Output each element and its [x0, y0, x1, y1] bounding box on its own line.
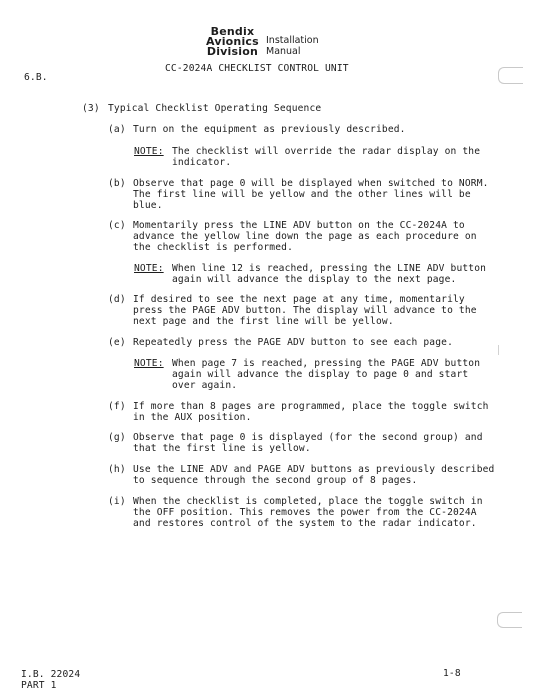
item-line: in the AUX position. [133, 412, 252, 423]
item-label: (h) [108, 464, 126, 475]
logo-line-3: Division [206, 45, 259, 58]
page-number: 1-8 [443, 668, 461, 679]
logo-line-1: Bendix [210, 25, 255, 38]
item-text [133, 124, 406, 135]
note-label: NOTE: [134, 146, 164, 157]
item-line: Observe that page 0 is displayed (for the second group) and [133, 432, 483, 443]
note-line: over again. [172, 380, 238, 391]
note-text [172, 146, 480, 168]
item-label: (g) [108, 432, 126, 443]
binder-hole-mark-bottom [497, 612, 522, 628]
manual-type-line-2: Manual [266, 46, 301, 57]
item-line: blue. [133, 200, 163, 211]
binder-hole-mark-top [498, 67, 523, 84]
note-line: When page 7 is reached, pressing the PAGE ADV button [172, 358, 481, 369]
item-line: The first line will be yellow and the other lines will be [133, 189, 471, 200]
item-line: If desired to see the next page at any time, momentarily [133, 294, 465, 305]
note-line: indicator. [172, 157, 232, 168]
item-line: Use the LINE ADV and PAGE ADV buttons as previously described [133, 464, 495, 475]
heading-number: (3) [82, 103, 100, 114]
note-line: again will advance the display to page 0 and start [172, 369, 469, 380]
note-label: NOTE: [134, 358, 164, 369]
item-line: If more than 8 pages are programmed, place the toggle switch [133, 401, 489, 412]
item-label: (c) [108, 220, 126, 231]
item-text [133, 496, 483, 529]
item-label: (a) [108, 124, 126, 135]
item-label: (i) [108, 496, 126, 507]
note-line: again will advance the display to the next page. [172, 274, 457, 285]
item-label: (d) [108, 294, 126, 305]
page-title: CC-2024A CHECKLIST CONTROL UNIT [165, 63, 349, 74]
item-text [133, 178, 489, 211]
item-text [133, 294, 477, 327]
item-line: and restores control of the system to the radar indicator. [133, 518, 477, 529]
company-logo [206, 27, 259, 57]
note-label: NOTE: [134, 263, 164, 274]
note-line: The checklist will override the radar display on the [172, 146, 481, 157]
section-heading: Typical Checklist Operating Sequence [108, 103, 322, 114]
item-line: Momentarily press the LINE ADV button on the CC-2024A to [133, 220, 465, 231]
item-line: When the checklist is completed, place the toggle switch in [133, 496, 483, 507]
item-line: press the PAGE ADV button. The display will advance to the [133, 305, 477, 316]
manual-type [266, 35, 319, 57]
item-line: that the first line is yellow. [133, 443, 311, 454]
item-line: advance the yellow line down the page as each procedure on [133, 231, 477, 242]
item-text [133, 337, 453, 348]
doc-part: PART 1 [21, 680, 57, 691]
item-line: Turn on the equipment as previously described. [133, 124, 406, 135]
section-number: 6.B. [24, 72, 48, 83]
item-label: (b) [108, 178, 126, 189]
item-line: Repeatedly press the PAGE ADV button to see each page. [133, 337, 453, 348]
doc-id: I.B. 22024 [21, 669, 81, 680]
note-text [172, 263, 486, 285]
note-text [172, 358, 480, 391]
logo-line-2: Avionics [206, 35, 259, 48]
item-label: (e) [108, 337, 126, 348]
margin-tick [498, 345, 499, 355]
item-text [133, 464, 494, 486]
item-line: Observe that page 0 will be displayed when switched to NORM. [133, 178, 489, 189]
item-line: the checklist is performed. [133, 242, 293, 253]
item-text [133, 401, 489, 423]
item-line: the OFF position. This removes the power from the CC-2024A [133, 507, 477, 518]
item-line: to sequence through the second group of 8 pages. [133, 475, 418, 486]
manual-type-line-1: Installation [266, 35, 319, 46]
item-label: (f) [108, 401, 126, 412]
item-line: next page and the first line will be yellow. [133, 316, 394, 327]
item-text [133, 432, 483, 454]
item-text [133, 220, 477, 253]
note-line: When line 12 is reached, pressing the LINE ADV button [172, 263, 487, 274]
